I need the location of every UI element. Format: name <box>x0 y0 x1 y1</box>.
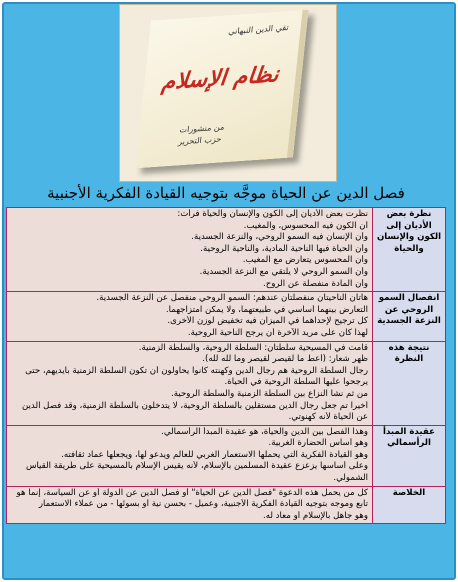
content-line: من ثم نشأ النزاع بين السلطة الزمنية والسلطة الروحية. <box>171 388 368 399</box>
row-content <box>7 208 373 292</box>
content-line: رجال السلطة الروحية هم رجال الدين وكهنته كانوا يحاولون أن تكون السلطة الزمنية بأيديهم، حتى <box>25 365 368 376</box>
row-label: نتيجة هذه النظرة <box>373 341 446 425</box>
content-line: الشمولي. <box>333 473 368 484</box>
content-line: نظرت بعض الأديان إلى الكون والإنسان والحياة فرأت: <box>177 209 368 219</box>
content-line: كل من يحمل هذه الدعوة "فصل الدين عن الحياة" أو فصل الدين عن الدولة أو عن السياسة، إنما هو <box>16 487 368 498</box>
content-line: أخيرا تم جعل رجال الدين مستقلين بالسلطة الروحية، لا يتدخلون بالسلطة الزمنية، وقد فصل الدين <box>22 400 368 411</box>
table-row <box>7 341 446 425</box>
content-line: عن الحياة لأنه كهنوتي. <box>288 412 368 423</box>
row-content <box>7 486 373 524</box>
row-label: انفصال السمو الروحي عن النزعة الجسدية <box>373 292 446 341</box>
content-line: وأن الحياة فيها الناحية المادية، والناحية الروحية. <box>200 243 368 254</box>
content-line: وهو جاهل بالإسلام أو معاد له. <box>262 510 368 521</box>
row-label: عقيدة المبدأ الرأسمالي <box>373 425 446 486</box>
content-line: هاتان الناحيتان منفصلتان عندهم: السمو الروحي منفصل عن النزعة الجسدية. <box>96 293 368 304</box>
book <box>135 10 308 169</box>
table-row <box>7 486 446 524</box>
table-row <box>7 425 446 486</box>
content-line: يرجحوا عليها السلطة الروحية في الحياة. <box>224 377 368 388</box>
row-label: نظرة بعض الأديان إلى الكون والإنسان والحياة <box>373 208 446 292</box>
book-cover-image <box>119 4 337 182</box>
book-author: تقي الدين النبهاني <box>227 22 290 37</box>
content-line: وعلى أساسها يزعزع عقيدة المسلمين بالإسلام، لأنه يقيس الإسلام بالمسيحية على طريقة القياس <box>25 461 368 472</box>
content-line: وهو القيادة الفكرية التي يحملها الاستعمار الغربي للعالم ويدعو لها، ويجعلها عماد ثقافته. <box>61 449 368 460</box>
content-line: قامت في المسيحية سلطتان: السلطة الروحية، والسلطة الزمنية. <box>138 342 368 353</box>
content-line: وأن الإنسان فيه السمو الروحي، والنزعة الجسدية. <box>191 232 368 243</box>
book-title: نظام الإسلام <box>160 61 281 96</box>
row-content <box>7 425 373 486</box>
content-line: وأن السمو الروحي لا يلتقي مع النزعة الجسدية. <box>199 266 368 277</box>
table-row <box>7 208 446 292</box>
content-line: ظهر شعار: (أعط ما لقيصر لقيصر وما لله لله). <box>202 354 368 365</box>
content-line: لهذا كان على مريد الآخرة أن يرجح الناحية الروحية. <box>187 327 368 338</box>
content-line: أن الكون فيه المحسوس، والمغيب. <box>243 220 368 231</box>
page-title: فصل الدين عن الحياة موجَّه بتوجيه القيادة الفكرية الأجنبية <box>47 184 405 202</box>
content-line: وأن المادة منفصلة عن الروح. <box>263 278 368 289</box>
content-line: وأن المحسوس يتعارض مع المغيب. <box>242 255 368 266</box>
content-line: تابع وموجه بتوجيه القيادة الفكرية الأجنبية، وعميل - بحسن نية أو بسوئها - من عملاء الاستعمار <box>38 499 368 510</box>
table-row <box>7 292 446 341</box>
content-line: وهو أساس الحضارة الغربية. <box>268 438 368 449</box>
row-content <box>7 292 373 341</box>
row-label: الخلاصة <box>373 486 446 524</box>
content-line: وهذا الفصل بين الدين والحياة، هو عقيدة المبدأ الرأسمالي. <box>161 426 368 437</box>
content-line: التعارض بينهما أساسي في طبيعتهما، ولا يمكن امتزاجهما. <box>165 304 368 315</box>
book-publisher-line2: حزب التحرير <box>177 134 222 147</box>
content-line: كل ترجيح لإحداهما في الميزان فيه تخفيض لوزن الأخرى. <box>167 316 368 327</box>
book-publisher-line1: من منشورات <box>179 122 225 135</box>
summary-table <box>6 207 446 524</box>
row-content <box>7 341 373 425</box>
